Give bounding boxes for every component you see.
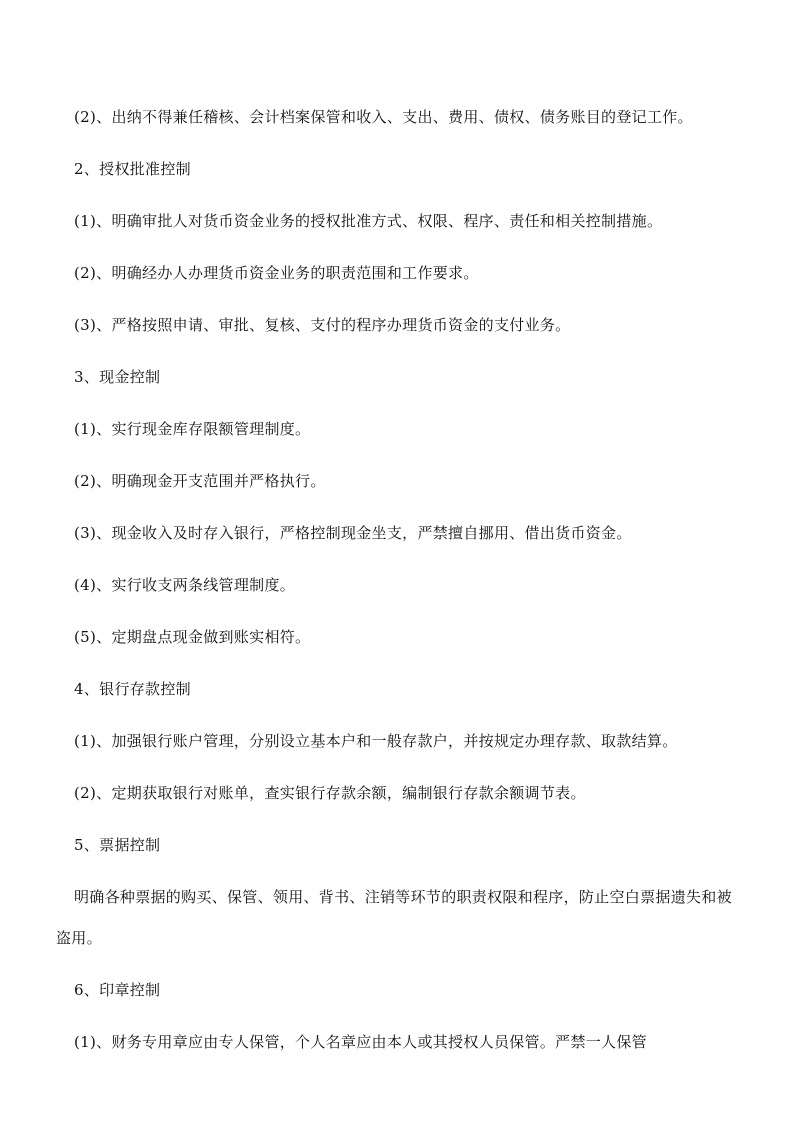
paragraph-seal-custody: (1)、财务专用章应由专人保管，个人名章应由本人或其授权人员保管。严禁一人保管	[74, 1033, 647, 1052]
section-heading-bank-deposit: 4、银行存款控制	[74, 680, 191, 698]
paragraph-cash-count: (5)、定期盘点现金做到账实相符。	[74, 628, 311, 646]
paragraph-bank-accounts: (1)、加强银行账户管理，分别设立基本户和一般存款户，并按规定办理存款、取款结算。	[74, 732, 678, 750]
section-heading-cash-control: 3、现金控制	[74, 368, 161, 386]
paragraph-bank-reconciliation: (2)、定期获取银行对账单，查实银行存款余额，编制银行存款余额调节表。	[74, 784, 586, 802]
paragraph-cash-limit: (1)、实行现金库存限额管理制度。	[74, 420, 311, 438]
section-heading-authorization: 2、授权批准控制	[74, 160, 191, 178]
paragraph-handler-duties: (2)、明确经办人办理货币资金业务的职责范围和工作要求。	[74, 264, 479, 282]
paragraph-cash-deposit: (3)、现金收入及时存入银行，严格控制现金坐支，严禁擅自挪用、借出货币资金。	[74, 524, 632, 542]
paragraph-cashier-restriction: (2)、出纳不得兼任稽核、会计档案保管和收入、支出、费用、债权、债务账目的登记工作。	[74, 108, 693, 126]
section-heading-seals: 6、印章控制	[74, 981, 161, 1000]
section-heading-bills: 5、票据控制	[74, 836, 161, 854]
paragraph-two-lines: (4)、实行收支两条线管理制度。	[74, 576, 296, 594]
document-body	[56, 97, 740, 1074]
paragraph-bill-control: 明确各种票据的购买、保管、领用、背书、注销等环节的职责权限和程序，防止空白票据遗失和被盗用。	[56, 888, 732, 948]
paragraph-cash-scope: (2)、明确现金开支范围并严格执行。	[74, 472, 326, 490]
paragraph-payment-procedure: (3)、严格按照申请、审批、复核、支付的程序办理货币资金的支付业务。	[74, 316, 571, 334]
paragraph-approver-authority: (1)、明确审批人对货币资金业务的授权批准方式、权限、程序、责任和相关控制措施。	[74, 212, 663, 230]
